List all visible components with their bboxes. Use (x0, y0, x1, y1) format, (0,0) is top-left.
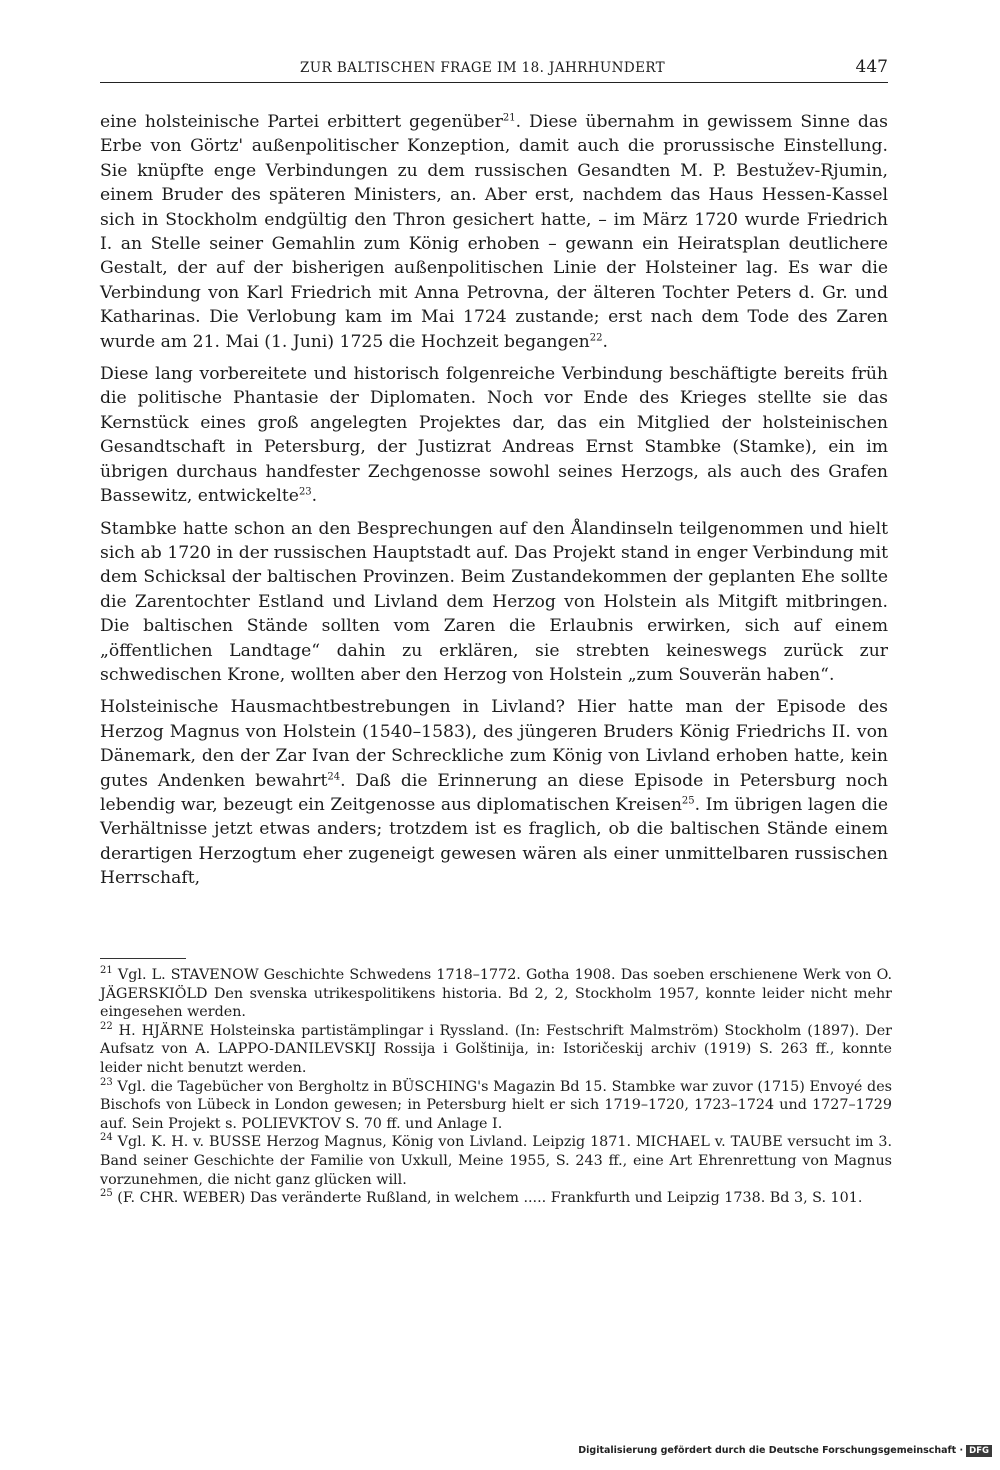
page-number: 447 (855, 57, 888, 77)
paragraph: Stambke hatte schon an den Besprechungen auf den Ålandinseln teilgenommen und hielt sich ab 1720 in der russischen Hauptstadt auf. Das Projekt stand in enger Verbindung mit dem Schicksal der baltischen Provinzen. Beim Zustandekommen der geplanten Ehe sollte die Zarentochter Estland und Livland dem Herzog von Holstein als Mitgift mitbringen. Die baltischen Stände sollten vom Zaren die Erlaubnis erwirken, sich auf einem „öffentlichen Landtage“ dahin zu erklären, sie strebten keineswegs zurück zur schwedischen Krone, wollten aber den Herzog von Holstein „zum Souverän haben“. (100, 518, 888, 685)
digitization-credit (578, 1445, 992, 1457)
dfg-logo: DFG (966, 1445, 992, 1457)
footnote-ref: 22 (589, 331, 603, 343)
footnote-ref: 24 (327, 770, 341, 782)
footnote-ref: 23 (298, 486, 312, 498)
running-title: ZUR BALTISCHEN FRAGE IM 18. JAHRHUNDERT (300, 60, 666, 76)
paragraph: eine holsteinische Partei erbittert gegenüber$^{21}$. Diese übernahm in gewissem Sinne das Erbe von Görtz' außenpolitischer Konzeption, damit auch die prorussische Einstellung. Sie knüpfte enge Verbindungen zu dem russischen Gesandten M. P. Bestužev-Rjumin, einem Bruder des späteren Ministers, an. Aber erst, nachdem das Haus Hessen-Kassel sich in Stockholm endgültig den Thron gesichert hatte, – im März 1720 wurde Friedrich I. an Stelle seiner Gemahlin zum König erhoben – gewann ein Heiratsplan deutlichere Gestalt, der auf der bisherigen außenpolitischen Linie der Holsteiner lag. Es war die Verbindung von Karl Friedrich mit Anna Petrovna, der älteren Tochter Peters d. Gr. und Katharinas. Die Verlobung kam im Mai 1724 zustande; erst nach dem Tode des Zaren wurde am 21. Mai (1. Juni) 1725 die Hochzeit begangen$^{22}$. (100, 112, 888, 352)
footnote: $^{21}$ Vgl. L. STAVENOW Geschichte Schwedens 1718–1772. Gotha 1908. Das soeben erschienene Werk von O. JÄGERSKIÖLD Den svenska utrikespolitikens historia. Bd 2, 2, Stockholm 1957, konnte leider nicht mehr eingesehen werden. (100, 965, 893, 1021)
credit-text: Digitalisierung gefördert durch die Deutsche Forschungsgemeinschaft · (578, 1445, 964, 1456)
footnote: $^{24}$ Vgl. K. H. v. BUSSE Herzog Magnus, König von Livland. Leipzig 1871. MICHAEL v. TAUBE versucht im 3. Band seiner Geschichte der Familie von Uxkull, Meine 1955, S. 243 ff., eine Art Ehrenrettung von Magnus vorzunehmen, die nicht ganz glücken will. (100, 1132, 892, 1188)
footnote-number: 22 (100, 1021, 113, 1033)
paragraph: Diese lang vorbereitete und historisch folgenreiche Verbindung beschäftigte bereits früh die politische Phantasie der Diplomaten. Noch vor Ende des Krieges stellte sie das Kernstück eines groß angelegten Projektes dar, das ein Mitglied der holsteinischen Gesandtschaft in Petersburg, der Justizrat Andreas Ernst Stambke (Stamke), ein im übrigen durchaus handfester Zechgenosse sowohl seines Herzogs, als auch des Grafen Bassewitz, entwickelte$^{23}$. (100, 364, 888, 507)
footnote: $^{25}$ (F. CHR. WEBER) Das veränderte Rußland, in welchem ..... Frankfurth und Leipzig 1738. Bd 3, S. 101. (100, 1188, 863, 1207)
footnote: $^{22}$ H. HJÄRNE Holsteinska partistämplingar i Ryssland. (In: Festschrift Malmström) Stockholm (1897). Der Aufsatz von A. LAPPO-DANILEVSKIJ Rossija i Golštinija, in: Istoričeskij archiv (1919) S. 263 ff., konnte leider nicht benutzt werden. (100, 1021, 892, 1076)
footnote-ref: 21 (502, 112, 516, 124)
body-text (100, 110, 888, 891)
footnote-number: 25 (100, 1188, 113, 1200)
footnote: $^{23}$ Vgl. die Tagebücher von Bergholtz in BÜSCHING's Magazin Bd 15. Stambke war zuvor (1715) Envoyé des Bischofs von Lübeck in London gewesen; in Petersburg hielt er sich 1719–1720, 1723–1724 und 1727–1729 auf. Sein Projekt s. POLIEVKTOV S. 70 ff. und Anlage I. (100, 1076, 892, 1132)
running-head (100, 58, 888, 83)
footnotes (100, 966, 892, 1208)
footnote-divider (100, 958, 186, 959)
paragraph: Holsteinische Hausmachtbestrebungen in Livland? Hier hatte man der Episode des Herzog Magnus von Holstein (1540–1583), des jüngeren Bruders König Friedrichs II. von Dänemark, den der Zar Ivan der Schreckliche zum König von Livland erhoben hatte, kein gutes Andenken bewahrt$^{24}$. Daß die Erinnerung an diese Episode in Petersburg noch lebendig war, bezeugt ein Zeitgenosse aus diplomatischen Kreisen$^{25}$. Im übrigen lagen die Verhältnisse jetzt etwas anders; trotzdem ist es fraglich, ob die baltischen Stände einem derartigen Herzogtum eher zugeneigt gewesen wären als einer unmittelbaren russischen Herrschaft, (100, 697, 889, 889)
footnote-number: 23 (100, 1076, 113, 1088)
footnote-number: 21 (100, 965, 113, 977)
footnote-number: 24 (100, 1132, 113, 1144)
footnote-ref: 25 (681, 795, 695, 807)
